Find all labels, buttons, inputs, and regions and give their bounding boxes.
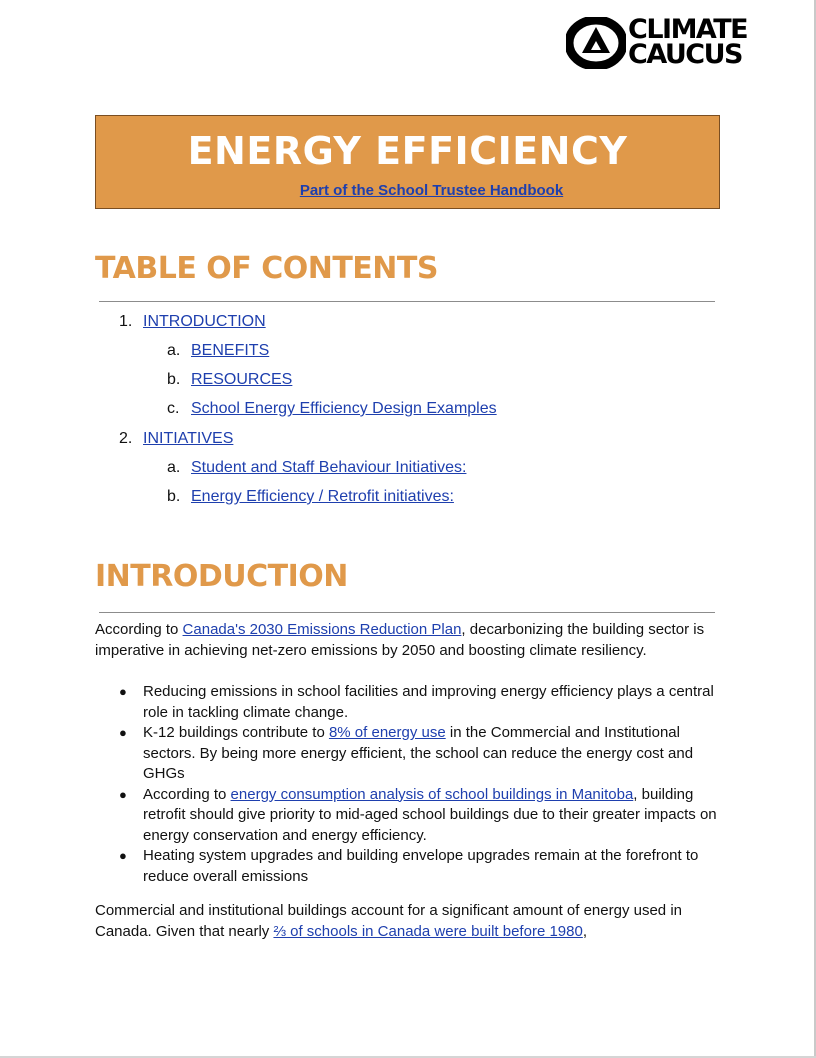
bullet-icon: ● xyxy=(119,684,127,699)
toc-item-letter: b. xyxy=(167,488,181,505)
toc-link-design-examples[interactable]: School Energy Efficiency Design Examples xyxy=(191,400,497,417)
toc-item-benefits xyxy=(167,341,567,361)
logo-mark-icon xyxy=(566,17,626,69)
toc-link-retrofit[interactable]: Energy Efficiency / Retrofit initiatives: xyxy=(191,488,454,505)
schools-built-before-1980-link[interactable]: ⅔ of schools in Canada were built before 1980 xyxy=(273,922,583,940)
introduction-divider xyxy=(99,612,715,613)
list-item xyxy=(95,785,720,847)
toc-item-introduction xyxy=(119,312,519,332)
list-item xyxy=(95,846,720,887)
list-item-text: in the Commercial and Institutional sectors. By being more energy efficient, the school can reduce the energy cost and GHGs xyxy=(143,724,694,782)
paragraph-text: According to xyxy=(95,621,183,638)
list-item-text: , building retrofit should give priority to mid-aged school buildings due to their greater impacts on energy conservation and energy efficiency. xyxy=(143,785,717,844)
toc-item-letter: b. xyxy=(167,371,181,388)
logo-text-climate: CLIMATE xyxy=(628,14,748,45)
toc-item-letter: a. xyxy=(167,459,181,476)
list-item-text: According to xyxy=(143,785,231,803)
document-title: ENERGY EFFICIENCY xyxy=(187,129,628,173)
toc-divider xyxy=(99,301,715,302)
list-item-text: K-12 buildings contribute to xyxy=(143,724,329,741)
list-item-text: Reducing emissions in school facilities and improving energy efficiency plays a central role in tackling climate change. xyxy=(143,683,714,721)
paragraph-text: Commercial and institutional buildings account for a significant amount of energy used in Canada. Given that nearly xyxy=(95,902,682,940)
commercial-buildings-paragraph xyxy=(95,901,720,942)
toc-item-letter: c. xyxy=(167,400,180,417)
toc-item-retrofit xyxy=(167,487,617,507)
title-banner xyxy=(95,115,720,209)
logo-text-caucus: CAUCUS xyxy=(628,39,742,70)
paragraph-text: , xyxy=(582,922,587,940)
list-item xyxy=(95,723,720,785)
toc-link-benefits[interactable]: BENEFITS xyxy=(191,342,270,359)
toc-item-behaviour xyxy=(167,458,617,478)
toc-item-design-examples xyxy=(167,399,617,419)
toc-link-introduction[interactable]: INTRODUCTION xyxy=(143,313,266,330)
intro-paragraph xyxy=(95,620,720,661)
bullet-icon: ● xyxy=(119,725,127,740)
manitoba-analysis-link[interactable]: energy consumption analysis of school buildings in Manitoba xyxy=(230,785,634,803)
toc-item-letter: a. xyxy=(167,342,181,359)
toc-item-number: 1. xyxy=(119,313,133,330)
list-item-text: Heating system upgrades and building envelope upgrades remain at the forefront to reduce overall emissions xyxy=(143,847,699,885)
list-item xyxy=(95,682,720,723)
toc-link-behaviour[interactable]: Student and Staff Behaviour Initiatives: xyxy=(191,459,467,476)
climate-caucus-logo xyxy=(566,16,788,70)
toc-link-initiatives[interactable]: INITIATIVES xyxy=(143,430,234,447)
bullet-icon: ● xyxy=(119,848,127,863)
handbook-link[interactable]: Part of the School Trustee Handbook xyxy=(299,182,564,199)
toc-item-resources xyxy=(167,370,567,390)
paragraph-text: , decarbonizing the building sector is imperative in achieving net-zero emissions by 2050 and boosting climate resiliency. xyxy=(95,621,705,659)
emissions-plan-link[interactable]: Canada's 2030 Emissions Reduction Plan xyxy=(182,621,462,638)
toc-item-initiatives xyxy=(119,429,519,449)
intro-bullet-list xyxy=(95,682,720,887)
introduction-heading: INTRODUCTION xyxy=(95,559,348,594)
toc-heading: TABLE OF CONTENTS xyxy=(95,251,438,286)
bullet-icon: ● xyxy=(119,786,127,802)
toc-link-resources[interactable]: RESOURCES xyxy=(191,371,293,388)
energy-use-link[interactable]: 8% of energy use xyxy=(328,724,446,741)
toc-item-number: 2. xyxy=(119,430,133,447)
